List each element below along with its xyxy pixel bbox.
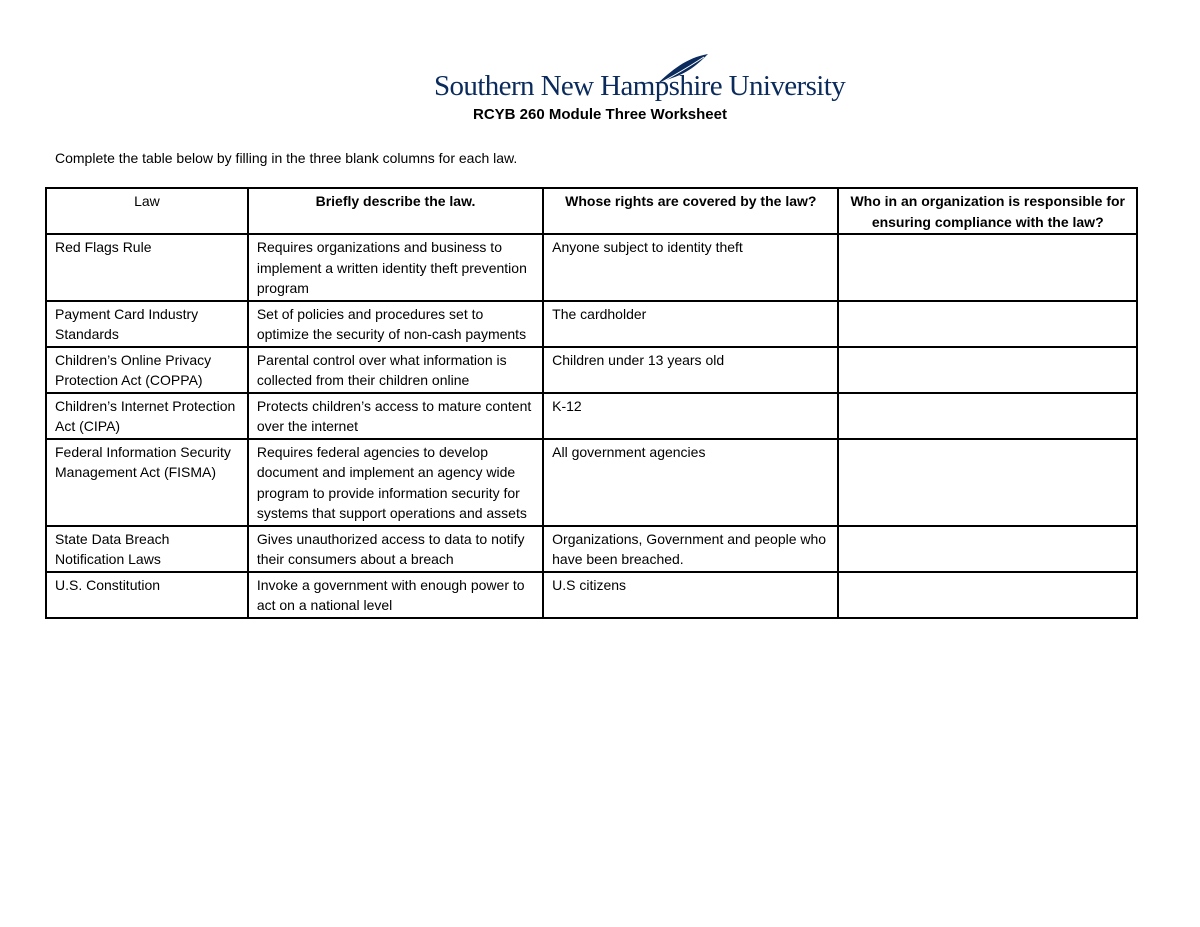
table-row	[46, 301, 1137, 347]
table-row	[46, 526, 1137, 572]
law-cell: Red Flags Rule	[46, 234, 248, 301]
table-row	[46, 347, 1137, 393]
law-cell: Federal Information Security Management Act (FISMA)	[46, 439, 248, 526]
rights-cell: All government agencies	[543, 439, 838, 526]
law-cell: State Data Breach Notification Laws	[46, 526, 248, 572]
column-header-responsible: Who in an organization is responsible for ensuring compliance with the law?	[838, 188, 1137, 234]
rights-cell: Organizations, Government and people who have been breached.	[543, 526, 838, 572]
description-cell: Protects children’s access to mature content over the internet	[248, 393, 543, 439]
law-cell: U.S. Constitution	[46, 572, 248, 618]
logo-wordmark: Southern New Hampshire University	[434, 70, 846, 102]
description-cell: Invoke a government with enough power to act on a national level	[248, 572, 543, 618]
responsible-cell	[838, 347, 1137, 393]
responsible-cell	[838, 572, 1137, 618]
table-row	[46, 572, 1137, 618]
responsible-cell	[838, 234, 1137, 301]
document-title: RCYB 260 Module Three Worksheet	[473, 106, 727, 123]
responsible-cell	[838, 301, 1137, 347]
description-cell: Parental control over what information is collected from their children online	[248, 347, 543, 393]
rights-cell: U.S citizens	[543, 572, 838, 618]
table-row	[46, 439, 1137, 526]
rights-cell: The cardholder	[543, 301, 838, 347]
rights-cell: K-12	[543, 393, 838, 439]
table-row	[46, 393, 1137, 439]
table-row	[46, 234, 1137, 301]
instructions-text: Complete the table below by filling in the three blank columns for each law.	[55, 150, 518, 166]
rights-cell: Children under 13 years old	[543, 347, 838, 393]
column-header-law: Law	[46, 188, 248, 234]
description-cell: Requires federal agencies to develop document and implement an agency wide program to provide information security for systems that support operations and assets	[248, 439, 543, 526]
university-logo	[434, 52, 846, 104]
description-cell: Requires organizations and business to implement a written identity theft prevention program	[248, 234, 543, 301]
column-header-description: Briefly describe the law.	[248, 188, 543, 234]
table-header-row	[46, 188, 1137, 234]
law-cell: Children’s Online Privacy Protection Act (COPPA)	[46, 347, 248, 393]
law-cell: Children’s Internet Protection Act (CIPA)	[46, 393, 248, 439]
laws-table	[45, 187, 1138, 619]
responsible-cell	[838, 439, 1137, 526]
description-cell: Gives unauthorized access to data to notify their consumers about a breach	[248, 526, 543, 572]
responsible-cell	[838, 393, 1137, 439]
law-cell: Payment Card Industry Standards	[46, 301, 248, 347]
description-cell: Set of policies and procedures set to optimize the security of non-cash payments	[248, 301, 543, 347]
column-header-rights: Whose rights are covered by the law?	[543, 188, 838, 234]
rights-cell: Anyone subject to identity theft	[543, 234, 838, 301]
responsible-cell	[838, 526, 1137, 572]
